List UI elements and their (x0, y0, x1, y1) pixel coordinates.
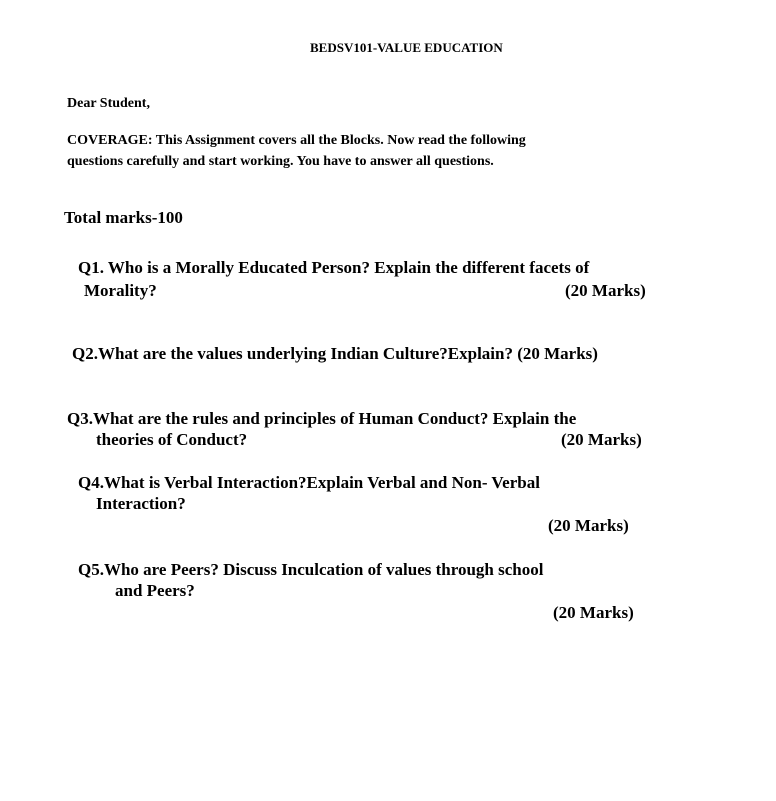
coverage-text-line-2: questions carefully and start working. You have to answer all questions. (67, 154, 494, 169)
document-title: BEDSV101-VALUE EDUCATION (310, 40, 503, 55)
coverage-text-line-1: COVERAGE: This Assignment covers all the Blocks. Now read the following (67, 133, 526, 148)
question-4-line-2: Interaction? (96, 494, 186, 513)
question-4-marks: (20 Marks) (548, 516, 629, 535)
question-4-line-1: Q4.What is Verbal Interaction?Explain Verbal and Non- Verbal (78, 473, 540, 492)
question-2-line-1: Q2.What are the values underlying Indian Culture?Explain? (20 Marks) (72, 344, 598, 363)
greeting: Dear Student, (67, 96, 150, 111)
question-1-line-1: Q1. Who is a Morally Educated Person? Explain the different facets of (78, 258, 590, 277)
question-3-line-2: theories of Conduct? (96, 430, 248, 449)
question-3-marks: (20 Marks) (561, 430, 642, 449)
question-3-line-1: Q3.What are the rules and principles of Human Conduct? Explain the (67, 409, 577, 428)
question-1-line-2: Morality? (84, 281, 157, 300)
question-5-line-2: and Peers? (115, 581, 195, 600)
question-5-marks: (20 Marks) (553, 603, 634, 622)
question-5-line-1: Q5.Who are Peers? Discuss Inculcation of values through school (78, 560, 544, 579)
question-1-marks: (20 Marks) (565, 281, 646, 300)
total-marks: Total marks-100 (64, 208, 183, 227)
